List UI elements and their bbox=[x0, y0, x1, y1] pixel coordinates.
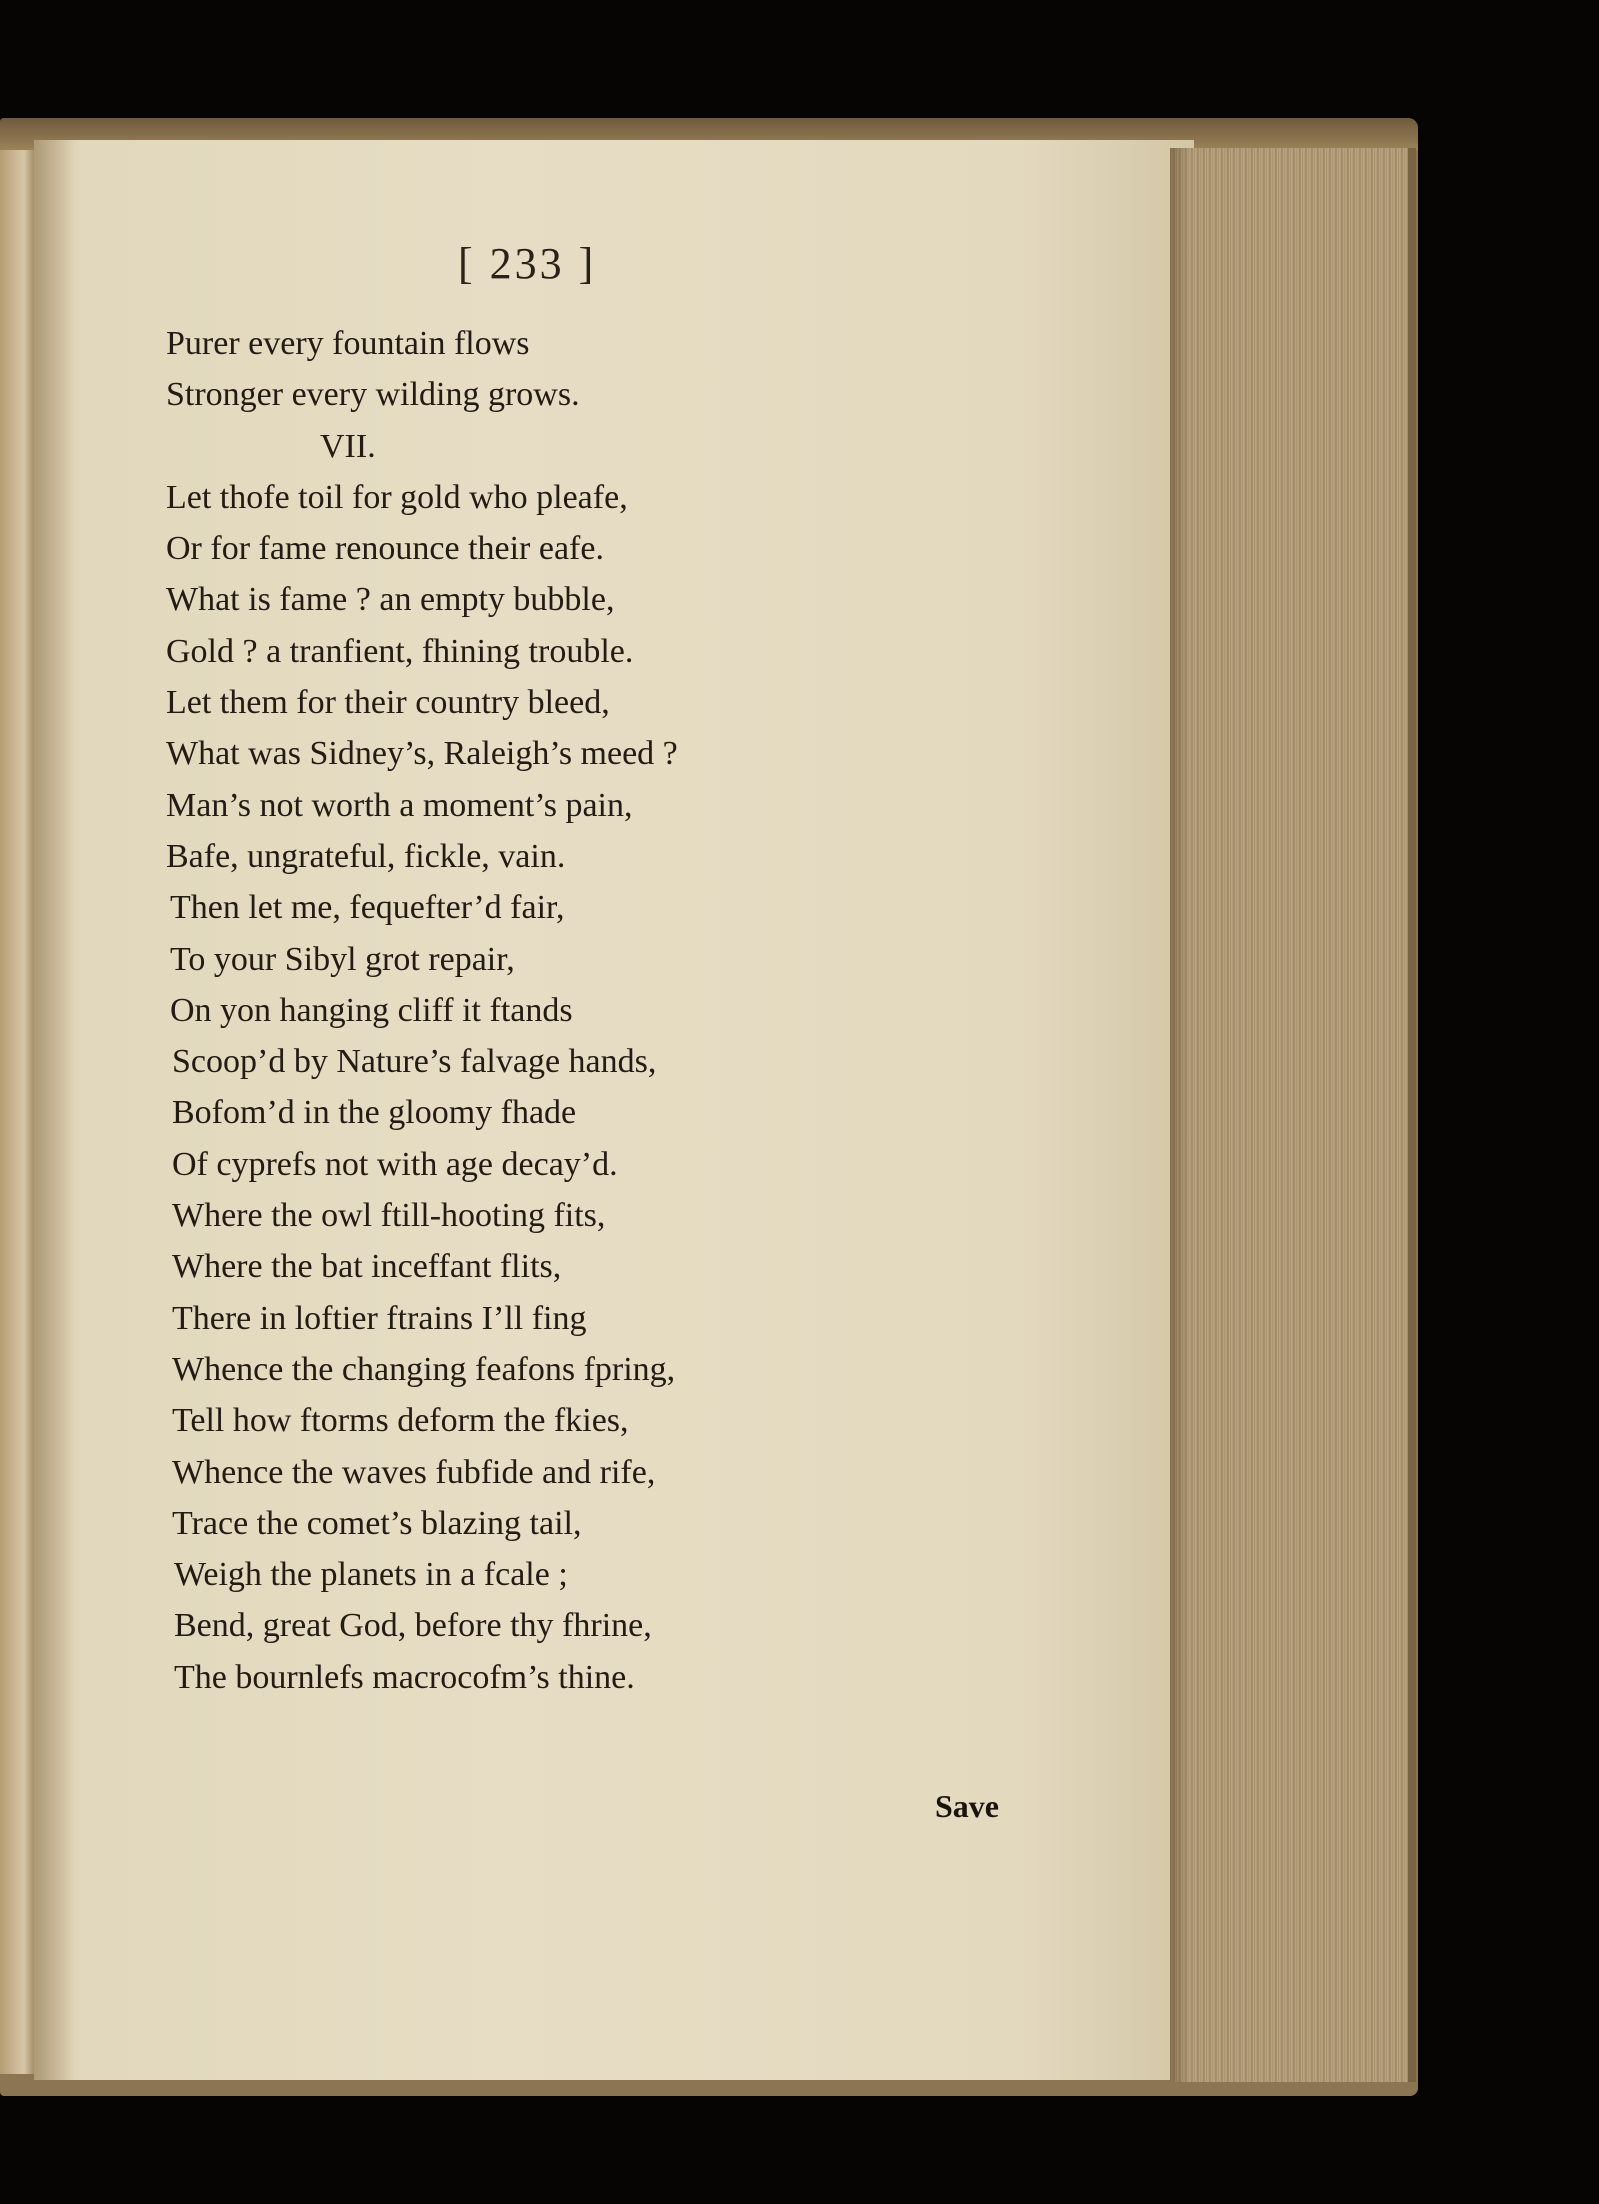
poem-line: Or for fame renounce their eafe. bbox=[166, 530, 604, 568]
poem-line: What is fame ? an empty bubble, bbox=[166, 581, 615, 619]
section-heading: VII. bbox=[320, 427, 376, 465]
page-number-header: [ 233 ] bbox=[458, 239, 597, 288]
poem-line: Whence the waves fubfide and rife, bbox=[172, 1453, 656, 1491]
poem-line: The bournlefs macrocofm’s thine. bbox=[174, 1658, 635, 1696]
poem-line: Tell how ftorms deform the fkies, bbox=[172, 1402, 629, 1440]
poem-line: Where the bat inceffant flits, bbox=[172, 1248, 562, 1286]
poem-line: Of cyprefs not with age decay’d. bbox=[172, 1145, 618, 1183]
poem-line: Gold ? a tranfient, fhining trouble. bbox=[166, 632, 634, 670]
fore-edge-shadow bbox=[1170, 148, 1190, 2082]
poem-line: Bofom’d in the gloomy fhade bbox=[172, 1094, 577, 1132]
poem-line: Bafe, ungrateful, fickle, vain. bbox=[166, 837, 566, 875]
poem-line: Let them for their country bleed, bbox=[166, 684, 610, 722]
poem-line: Where the owl ftill-hooting fits, bbox=[172, 1197, 606, 1235]
poem-line: Let thofe toil for gold who pleafe, bbox=[166, 478, 628, 516]
left-page-edge bbox=[0, 150, 34, 2074]
catchword: Save bbox=[935, 1788, 999, 1824]
poem-line: Scoop’d by Nature’s falvage hands, bbox=[172, 1043, 657, 1081]
poem-text bbox=[166, 318, 906, 1703]
poem-line: Man’s not worth a moment’s pain, bbox=[166, 786, 633, 824]
poem-line: Then let me, fequefter’d fair, bbox=[170, 889, 565, 927]
poem-line: Whence the changing feafons fpring, bbox=[172, 1350, 676, 1388]
poem-line: There in loftier ftrains I’ll fing bbox=[172, 1299, 587, 1337]
poem-line: On yon hanging cliff it ftands bbox=[170, 991, 573, 1029]
poem-line: Stronger every wilding grows. bbox=[166, 376, 580, 414]
poem-line: Weigh the planets in a fcale ; bbox=[174, 1556, 568, 1594]
poem-line: To your Sibyl grot repair, bbox=[170, 940, 515, 978]
poem-line: Purer every fountain flows bbox=[166, 325, 530, 362]
page-fore-edge bbox=[1170, 148, 1416, 2082]
poem-line: Bend, great God, before thy fhrine, bbox=[174, 1607, 652, 1645]
gutter-shadow bbox=[34, 140, 74, 2080]
poem-line: What was Sidney’s, Raleigh’s meed ? bbox=[166, 735, 678, 773]
poem-line: Trace the comet’s blazing tail, bbox=[172, 1504, 582, 1542]
